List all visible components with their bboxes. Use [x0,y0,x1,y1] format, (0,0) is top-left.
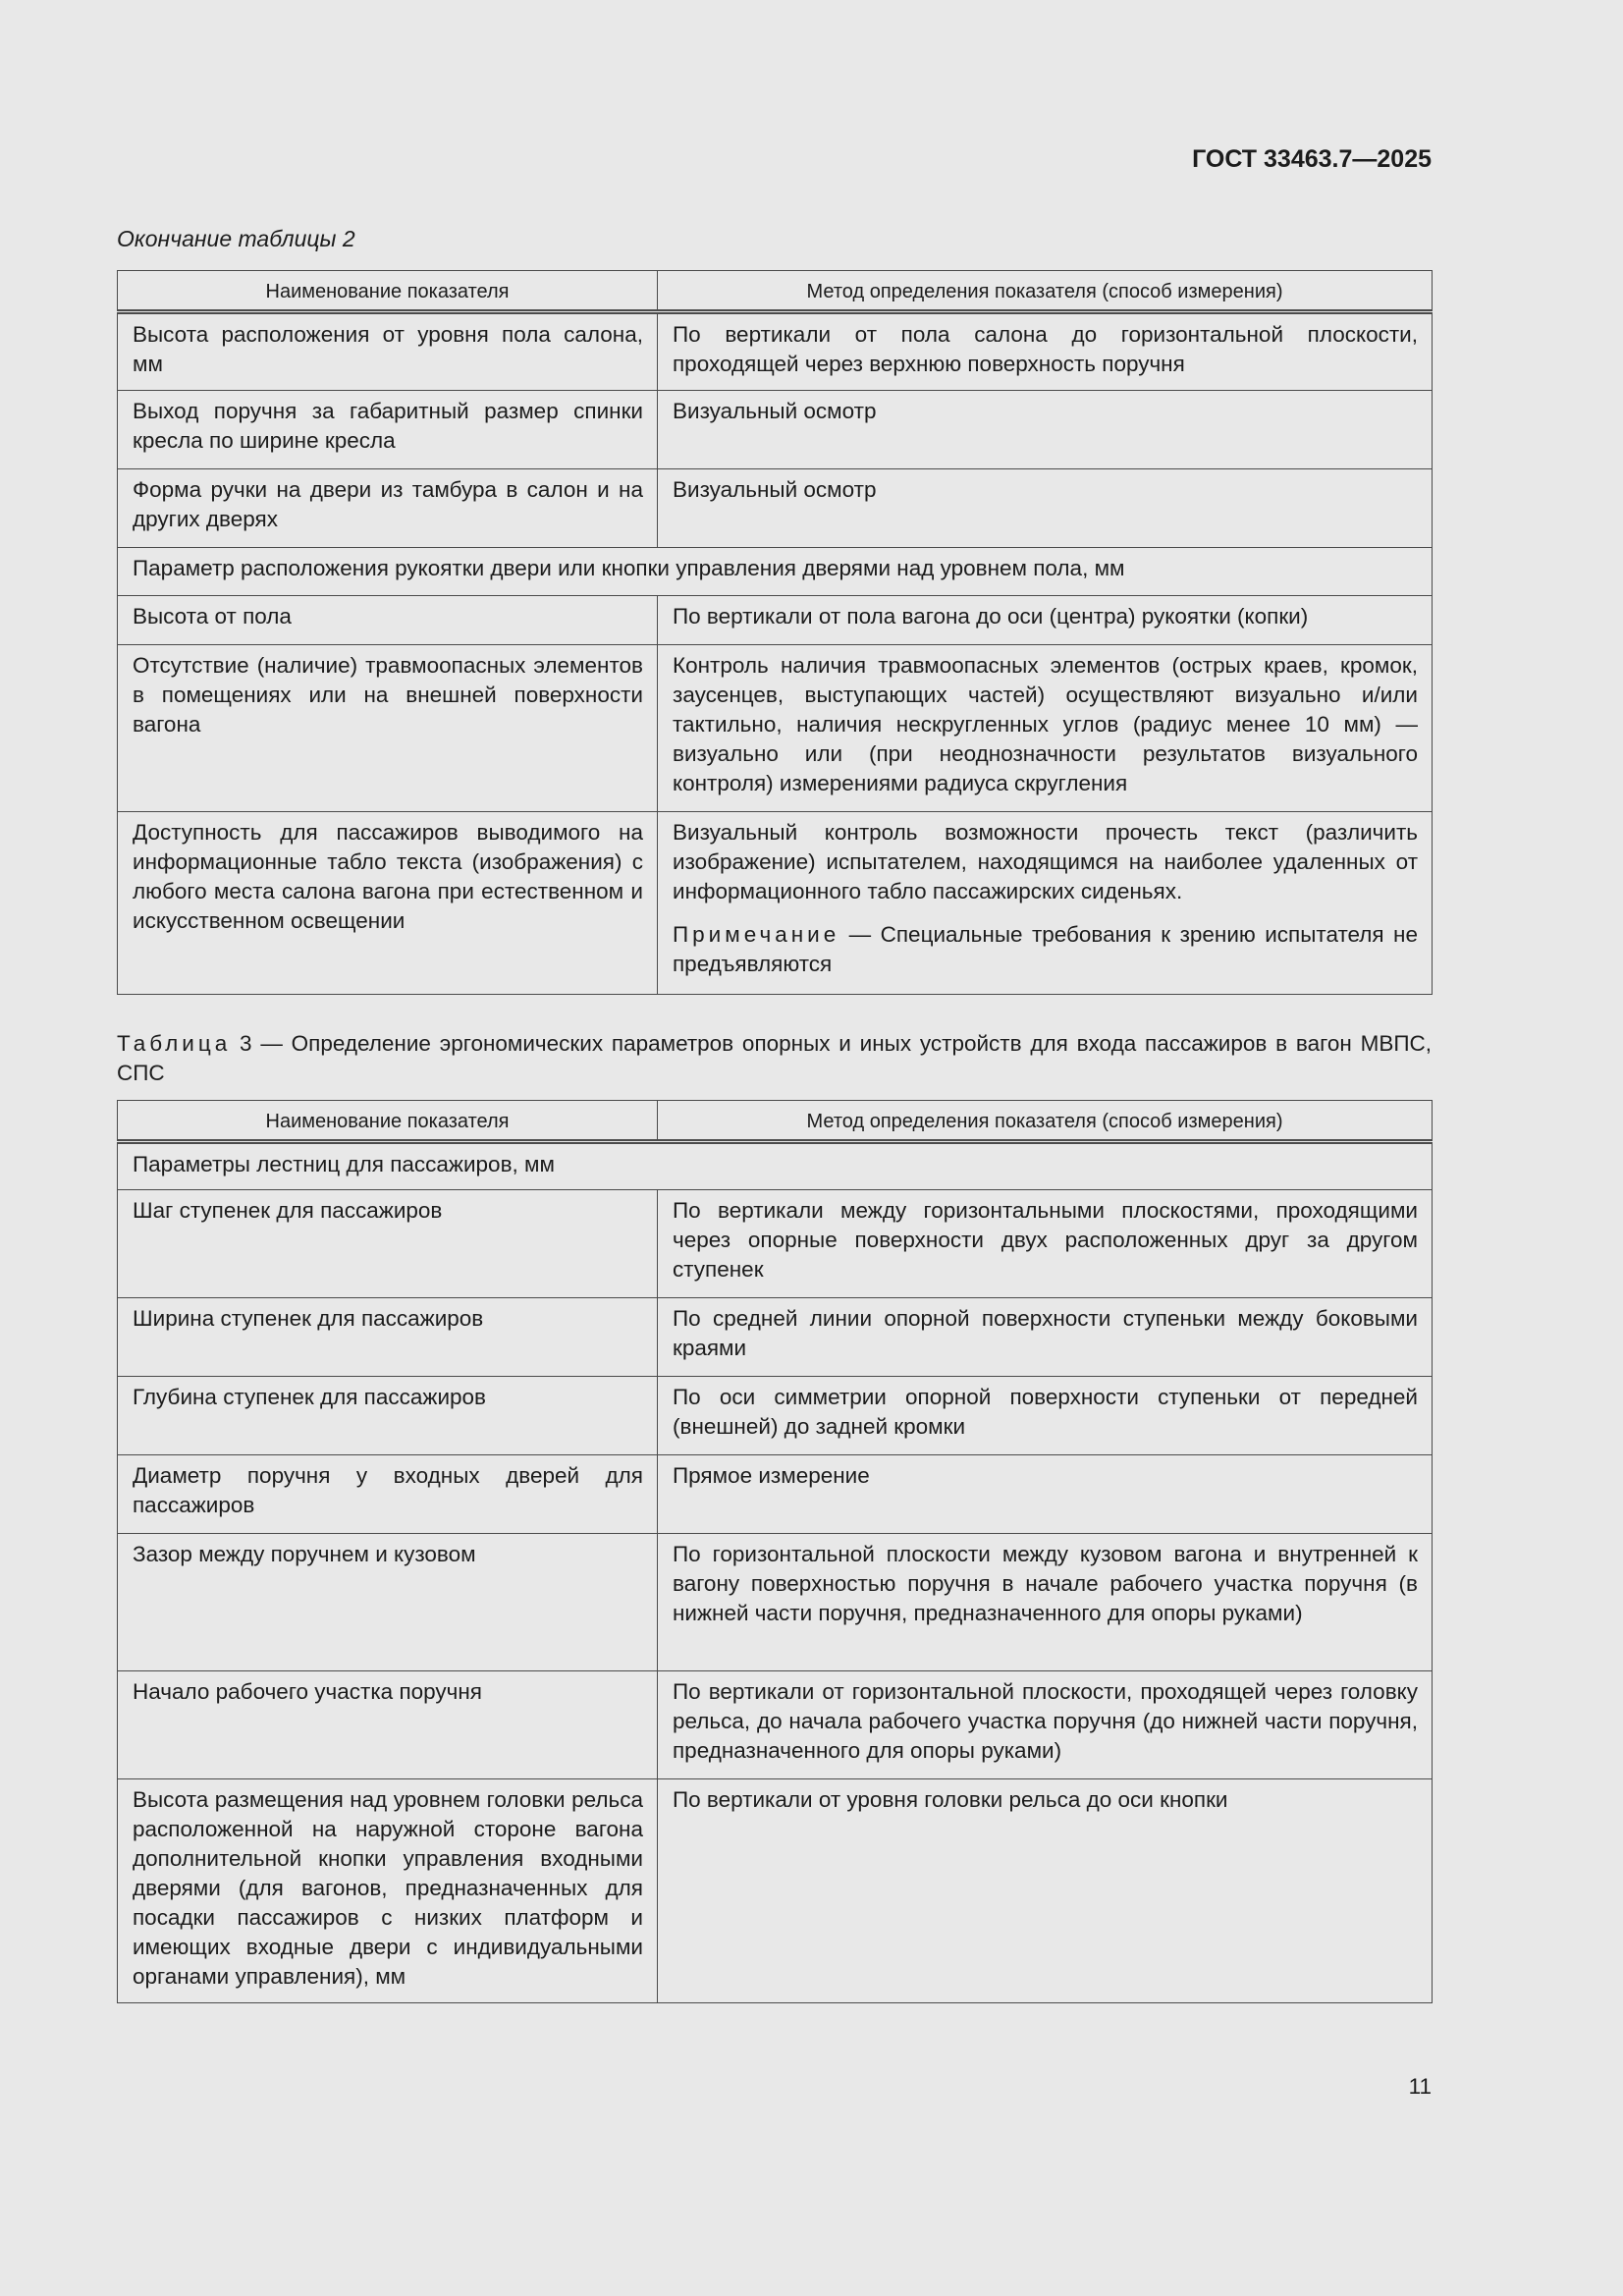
indicator-name: Ширина ступенек для пассажиров [118,1298,658,1377]
table-caption-label: Таблица [117,1031,232,1056]
measurement-method: По вертикали от горизонтальной плоскости, проходящей через головку рельса, до начала рабочего участка поручня (до нижней части поручня, предназначенного для опоры руками) [658,1671,1433,1779]
table-continuation-caption: Окончание таблицы 2 [117,226,355,251]
note-label: Примечание [673,922,840,947]
indicator-name: Шаг ступенек для пассажиров [118,1190,658,1298]
section-heading: Параметр расположения рукоятки двери или кнопки управления дверями над уровнем пола, мм [118,548,1433,596]
indicator-name: Диаметр поручня у входных дверей для пассажиров [118,1455,658,1534]
table-row [118,645,1433,812]
table-header-row [118,1101,1433,1142]
indicator-name: Высота от пола [118,596,658,645]
measurement-method: Контроль наличия травмоопасных элементов (острых краев, кромок, заусенцев, выступающих частей) осуществляют визуально и/или тактильно, наличия нескругленных углов (радиус менее 10 мм) — визуально или (при неоднозначности результатов визуального контроля) измерениями радиуса скругления [658,645,1433,812]
indicator-name: Высота размещения над уровнем головки рельса расположенной на наружной стороне вагона дополнительной кнопки управления входными дверями (для вагонов, предназначенных для посадки пассажиров с низких платформ и имеющих входные двери с индивидуальными органами управления), мм [118,1779,658,2003]
measurement-method: Визуальный осмотр [658,391,1433,469]
measurement-method: Визуальный осмотр [658,469,1433,548]
table-row [118,596,1433,645]
table-section-row [118,548,1433,596]
indicator-name: Выход поручня за габаритный размер спинки кресла по ширине кресла [118,391,658,469]
column-header-method: Метод определения показателя (способ измерения) [658,1101,1433,1142]
column-header-name: Наименование показателя [118,1101,658,1142]
section-heading: Параметры лестниц для пассажиров, мм [118,1142,1433,1190]
table-row [118,469,1433,548]
table-row [118,1671,1433,1779]
measurement-method: По вертикали от пола салона до горизонтальной плоскости, проходящей через верхнюю поверхность поручня [658,312,1433,391]
table-row [118,812,1433,995]
measurement-method: Визуальный контроль возможности прочесть текст (различить изображение) испытателем, находящимся на наиболее удаленных от информационного табло пассажирских сиденьях. [673,820,1418,903]
table-row [118,1779,1433,2003]
measurement-method: По вертикали от уровня головки рельса до оси кнопки [658,1779,1433,2003]
measurement-method: По оси симметрии опорной поверхности ступеньки от передней (внешней) до задней кромки [658,1377,1433,1455]
indicator-name: Доступность для пассажиров выводимого на информационные табло текста (изображения) с любого места салона вагона при естественном и искусственном освещении [118,812,658,995]
table-row [118,1377,1433,1455]
note-text: — Специальные требования к зрению испытателя не предъявляются [673,922,1418,976]
table-row [118,1190,1433,1298]
table-row [118,1534,1433,1671]
measurement-method: По вертикали от пола вагона до оси (центра) рукоятки (копки) [658,596,1433,645]
document-number: ГОСТ 33463.7—2025 [1192,145,1432,173]
table-3 [117,1100,1433,2003]
table-section-row [118,1142,1433,1190]
measurement-method: Прямое измерение [658,1455,1433,1534]
indicator-name: Отсутствие (наличие) травмоопасных элементов в помещениях или на внешней поверхности вагона [118,645,658,812]
indicator-name: Форма ручки на двери из тамбура в салон и на других дверях [118,469,658,548]
measurement-method: По горизонтальной плоскости между кузовом вагона и внутренней к вагону поверхностью поручня в начале рабочего участка поручня (в нижней части поручня, предназначенного для опоры руками) [658,1534,1433,1671]
measurement-method: По вертикали между горизонтальными плоскостями, проходящими через опорные поверхности двух расположенных друг за другом ступенек [658,1190,1433,1298]
measurement-method: По средней линии опорной поверхности ступеньки между боковыми краями [658,1298,1433,1377]
table-2 [117,270,1433,995]
table-note [673,920,1418,979]
table-row [118,1298,1433,1377]
column-header-name: Наименование показателя [118,271,658,312]
table-row [118,391,1433,469]
table-row [118,1455,1433,1534]
table-caption-text: 3 — Определение эргономических параметров опорных и иных устройств для входа пассажиров в вагон МВПС, СПС [117,1031,1432,1085]
table-3-caption [117,1029,1432,1088]
indicator-name: Глубина ступенек для пассажиров [118,1377,658,1455]
table-row [118,312,1433,391]
table-header-row [118,271,1433,312]
indicator-name: Начало рабочего участка поручня [118,1671,658,1779]
page-number: 11 [1408,2074,1432,2099]
indicator-name: Высота расположения от уровня пола салона, мм [118,312,658,391]
column-header-method: Метод определения показателя (способ измерения) [658,271,1433,312]
measurement-method-cell [658,812,1433,995]
indicator-name: Зазор между поручнем и кузовом [118,1534,658,1671]
